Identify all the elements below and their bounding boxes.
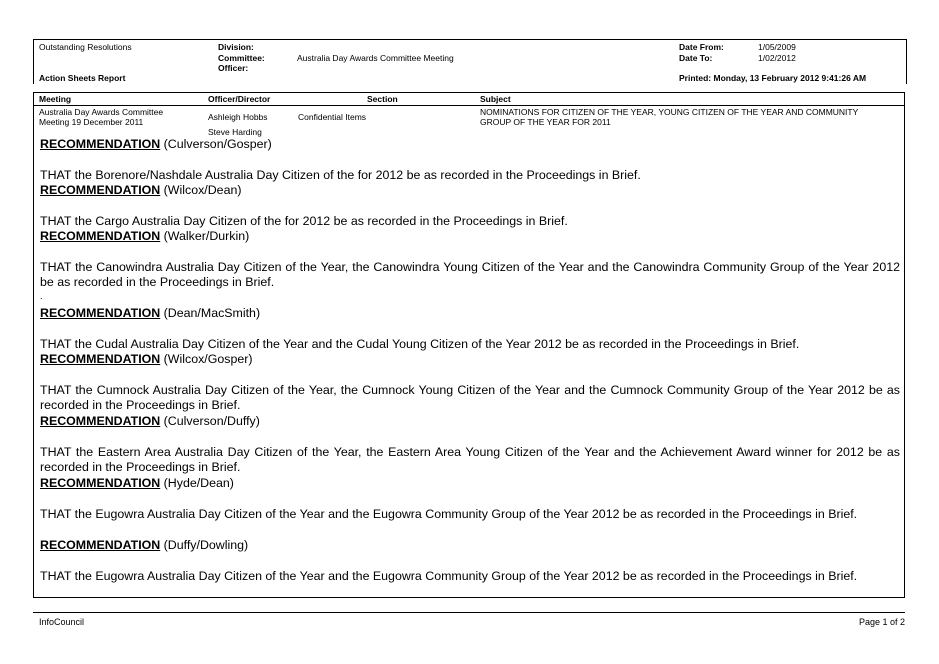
recommendation-5 — [40, 352, 900, 414]
movers: (Dean/MacSmith) — [160, 306, 261, 320]
division-label: Division: — [218, 42, 254, 52]
movers: (Walker/Durkin) — [160, 229, 250, 243]
subject-line-2: GROUP OF THE YEAR FOR 2011 — [480, 117, 611, 127]
report-name: Outstanding Resolutions — [39, 42, 132, 52]
recommendation-label: RECOMMENDATION — [40, 352, 161, 366]
trailing-mark: . — [40, 290, 43, 301]
officer-2: Steve Harding — [208, 127, 262, 137]
date-from-label: Date From: — [679, 42, 724, 52]
date-to-label: Date To: — [679, 53, 713, 63]
movers: (Wilcox/Dean) — [160, 183, 242, 197]
table-header-row — [34, 93, 904, 106]
resolution-text: THAT the Cumnock Australia Day Citizen of the Year, the Cumnock Young Citizen of the Year and the Cumnock Community Group of the Year 2012 be as recorded in the Proceedings in Brief. — [40, 382, 900, 413]
printed-label: Printed: — [679, 73, 712, 83]
recommendation-1 — [40, 137, 900, 183]
col-officer: Officer/Director — [208, 94, 271, 104]
resolution-text: THAT the Eugowra Australia Day Citizen of the Year and the Eugowra Community Group of the Year 2012 be as recorded in the Proceedings in Brief. — [40, 568, 858, 583]
resolution-text: THAT the Cudal Australia Day Citizen of the Year and the Cudal Young Citizen of the Year 2012 be as recorded in the Proceedings in Brief. — [40, 336, 800, 351]
recommendation-6 — [40, 414, 900, 476]
committee-label: Committee: — [218, 53, 265, 63]
footer-divider — [33, 612, 905, 613]
subject-line-1: NOMINATIONS FOR CITIZEN OF THE YEAR, YOUNG CITIZEN OF THE YEAR AND COMMUNITY — [480, 107, 859, 117]
movers: (Hyde/Dean) — [160, 476, 234, 490]
committee-value: Australia Day Awards Committee Meeting — [297, 53, 454, 63]
recommendation-7 — [40, 476, 900, 522]
printed-value: Monday, 13 February 2012 9:41:26 AM — [713, 73, 867, 83]
recommendation-8 — [40, 538, 900, 584]
movers: (Duffy/Dowling) — [160, 538, 249, 552]
recommendation-label: RECOMMENDATION — [40, 183, 161, 197]
resolution-text: THAT the Canowindra Australia Day Citizen of the Year, the Canowindra Young Citizen of the Year and the Canowindra Community Group of the Year 2012 be as recorded in the Proceedings in Brief. — [40, 259, 900, 290]
resolution-text: THAT the Borenore/Nashdale Australia Day Citizen of the for 2012 be as recorded in the Proceedings in Brief. — [40, 167, 641, 182]
col-meeting: Meeting — [39, 94, 72, 104]
meeting-line-2: Meeting 19 December 2011 — [39, 117, 144, 127]
recommendation-label: RECOMMENDATION — [40, 414, 161, 428]
action-sheet-table — [33, 92, 905, 598]
recommendation-3 — [40, 229, 900, 301]
printed-line — [679, 73, 866, 83]
section-value: Confidential Items — [298, 112, 367, 122]
movers: (Wilcox/Gosper) — [160, 352, 253, 366]
recommendation-label: RECOMMENDATION — [40, 137, 161, 151]
recommendation-4 — [40, 306, 900, 352]
recommendation-label: RECOMMENDATION — [40, 229, 161, 243]
resolution-text: THAT the Cargo Australia Day Citizen of the for 2012 be as recorded in the Proceedings in Brief. — [40, 213, 568, 228]
footer-brand: InfoCouncil — [39, 617, 85, 627]
report-type: Action Sheets Report — [39, 73, 126, 83]
resolution-text: THAT the Eugowra Australia Day Citizen of the Year and the Eugowra Community Group of the Year 2012 be as recorded in the Proceedings in Brief. — [40, 506, 858, 521]
resolution-text: THAT the Eastern Area Australia Day Citizen of the Year, the Eastern Area Young Citizen of the Year and the Achievement Award winner for 2012 be as recorded in the Proceedings in Brief. — [40, 444, 900, 475]
recommendation-label: RECOMMENDATION — [40, 476, 161, 490]
movers: (Culverson/Duffy) — [160, 414, 260, 428]
recommendation-label: RECOMMENDATION — [40, 538, 161, 552]
date-to-value: 1/02/2012 — [758, 53, 796, 63]
meeting-line-1: Australia Day Awards Committee — [39, 107, 164, 117]
date-from-value: 1/05/2009 — [758, 42, 796, 52]
officer-1: Ashleigh Hobbs — [208, 112, 268, 122]
officer-label: Officer: — [218, 63, 249, 73]
col-section: Section — [367, 94, 398, 104]
col-subject: Subject — [480, 94, 511, 104]
recommendation-label: RECOMMENDATION — [40, 306, 161, 320]
movers: (Culverson/Gosper) — [160, 137, 272, 151]
page-number: Page 1 of 2 — [858, 617, 905, 627]
recommendation-2 — [40, 183, 900, 229]
